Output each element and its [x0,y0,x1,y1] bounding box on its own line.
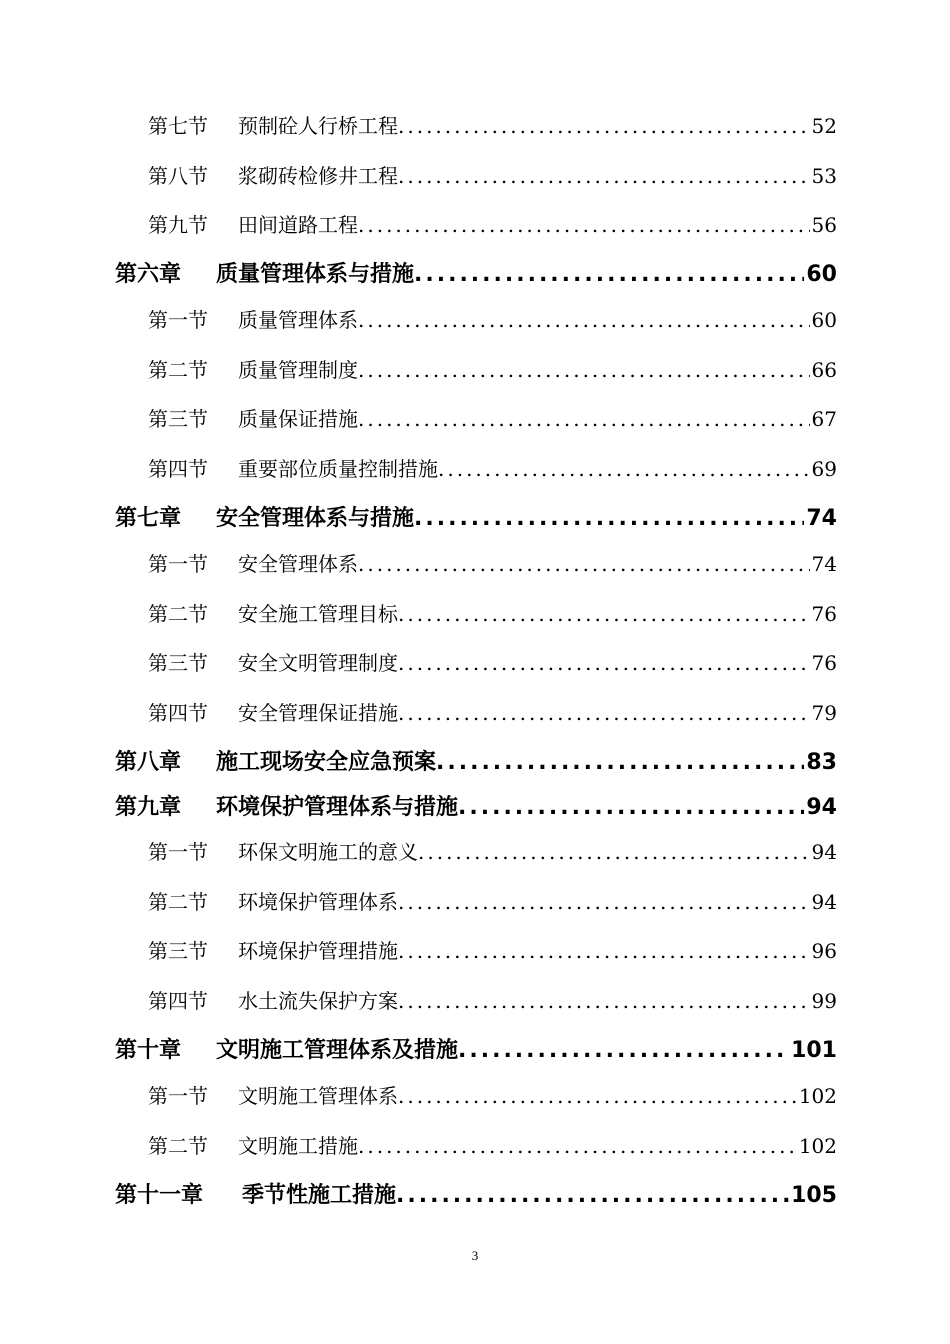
toc-entry-page: 105 [791,1183,837,1208]
toc-entry-number: 第七节 [148,114,208,138]
page-number: 3 [471,1248,479,1263]
toc-entry[interactable] [148,354,837,382]
toc-entry-page: 94 [806,795,837,820]
toc-entry[interactable] [148,598,837,626]
toc-entry-title: 安全管理体系与措施 [216,506,415,531]
toc-entry-number: 第二节 [148,1134,208,1158]
toc-entry-page: 76 [811,651,837,675]
toc-entry-page: 94 [811,890,837,914]
toc-entry[interactable] [148,886,837,914]
toc-entry[interactable] [148,453,837,481]
toc-entry-page: 53 [811,164,837,188]
dot-leader [458,795,804,820]
toc-entry-number: 第六章 [115,262,182,287]
dot-leader [396,1183,789,1208]
dot-leader [398,114,810,138]
toc-entry-number: 第二节 [148,602,208,626]
toc-entry-title: 安全管理保证措施 [238,701,398,725]
toc-entry-title: 环境保护管理措施 [238,939,398,963]
toc-entry-page: 102 [798,1084,837,1108]
dot-leader [358,213,810,237]
toc-entry-page: 52 [811,114,837,138]
dot-leader [398,651,810,675]
dot-leader [438,457,810,481]
dot-leader [458,1038,789,1063]
toc-entry-number: 第九节 [148,213,208,237]
toc-entry[interactable] [148,548,837,576]
toc-entry-title: 施工现场安全应急预案 [216,750,437,775]
toc-entry[interactable] [148,647,837,675]
toc-entry-number: 第一节 [148,840,208,864]
dot-leader [358,552,810,576]
toc-entry[interactable] [148,1080,837,1108]
toc-chapter-entry[interactable] [115,790,837,820]
toc-entry-page: 74 [806,506,837,531]
toc-entry-title: 环保文明施工的意义 [238,840,418,864]
toc-entry-number: 第三节 [148,939,208,963]
toc-chapter-entry[interactable] [115,1033,837,1063]
dot-leader [358,358,810,382]
toc-entry-page: 74 [811,552,837,576]
toc-entry-page: 79 [811,701,837,725]
toc-entry-title: 文明施工管理体系 [238,1084,398,1108]
toc-entry-page: 60 [806,262,837,287]
toc-entry-title: 环境保护管理体系与措施 [216,795,459,820]
toc-entry-number: 第二节 [148,890,208,914]
toc-entry-number: 第八节 [148,164,208,188]
dot-leader [418,840,810,864]
toc-entry[interactable] [148,110,837,138]
toc-entry-title: 季节性施工措施 [242,1183,397,1208]
toc-entry-number: 第一节 [148,1084,208,1108]
toc-entry-title: 安全文明管理制度 [238,651,398,675]
toc-entry-page: 102 [798,1134,837,1158]
toc-entry-number: 第四节 [148,457,208,481]
toc-entry-number: 第八章 [115,750,182,775]
toc-chapter-entry[interactable] [115,501,837,531]
toc-entry-number: 第三节 [148,651,208,675]
toc-entry-page: 66 [811,358,837,382]
toc-entry-title: 安全施工管理目标 [238,602,398,626]
toc-entry-page: 96 [811,939,837,963]
toc-entry-page: 83 [806,750,837,775]
dot-leader [414,506,804,531]
toc-entry-number: 第四节 [148,989,208,1013]
toc-entry-page: 60 [811,308,837,332]
toc-entry[interactable] [148,985,837,1013]
toc-entry-title: 质量管理制度 [238,358,358,382]
dot-leader [358,407,810,431]
toc-entry-title: 预制砼人行桥工程 [238,114,398,138]
toc-entry-page: 67 [811,407,837,431]
dot-leader [398,939,810,963]
toc-entry-page: 101 [791,1038,837,1063]
toc-entry-page: 99 [811,989,837,1013]
toc-entry[interactable] [148,304,837,332]
dot-leader [398,701,810,725]
toc-entry-page: 69 [811,457,837,481]
toc-entry-page: 94 [811,840,837,864]
toc-entry-number: 第九章 [115,795,182,820]
toc-chapter-entry[interactable] [115,257,837,287]
toc-entry-title: 重要部位质量控制措施 [238,457,438,481]
toc-entry-title: 文明施工措施 [238,1134,358,1158]
toc-entry-number: 第一节 [148,552,208,576]
toc-entry[interactable] [148,209,837,237]
toc-entry-number: 第七章 [115,506,182,531]
toc-entry-number: 第二节 [148,358,208,382]
toc-entry[interactable] [148,403,837,431]
toc-entry-number: 第四节 [148,701,208,725]
dot-leader [398,164,810,188]
dot-leader [358,308,810,332]
dot-leader [414,262,804,287]
toc-entry-number: 第三节 [148,407,208,431]
toc-entry-number: 第一节 [148,308,208,332]
dot-leader [398,989,810,1013]
toc-entry-title: 田间道路工程 [238,213,358,237]
toc-entry-page: 76 [811,602,837,626]
toc-entry-title: 质量管理体系与措施 [216,262,415,287]
toc-entry[interactable] [148,1130,837,1158]
toc-entry-title: 文明施工管理体系及措施 [216,1038,459,1063]
toc-entry-page: 56 [811,213,837,237]
toc-entry[interactable] [148,160,837,188]
toc-entry[interactable] [148,836,837,864]
toc-entry[interactable] [148,935,837,963]
toc-entry-title: 安全管理体系 [238,552,358,576]
dot-leader [398,602,810,626]
toc-entry[interactable] [148,697,837,725]
toc-entry-title: 水土流失保护方案 [238,989,398,1013]
dot-leader [436,750,804,775]
toc-chapter-entry[interactable] [115,1178,837,1208]
toc-entry-number: 第十章 [115,1038,182,1063]
dot-leader [398,1084,797,1108]
toc-entry-title: 环境保护管理体系 [238,890,398,914]
dot-leader [398,890,810,914]
toc-entry-title: 浆砌砖检修井工程 [238,164,398,188]
toc-entry-title: 质量保证措施 [238,407,358,431]
toc-chapter-entry[interactable] [115,745,837,775]
toc-entry-title: 质量管理体系 [238,308,358,332]
toc-entry-number: 第十一章 [115,1183,204,1208]
dot-leader [358,1134,797,1158]
